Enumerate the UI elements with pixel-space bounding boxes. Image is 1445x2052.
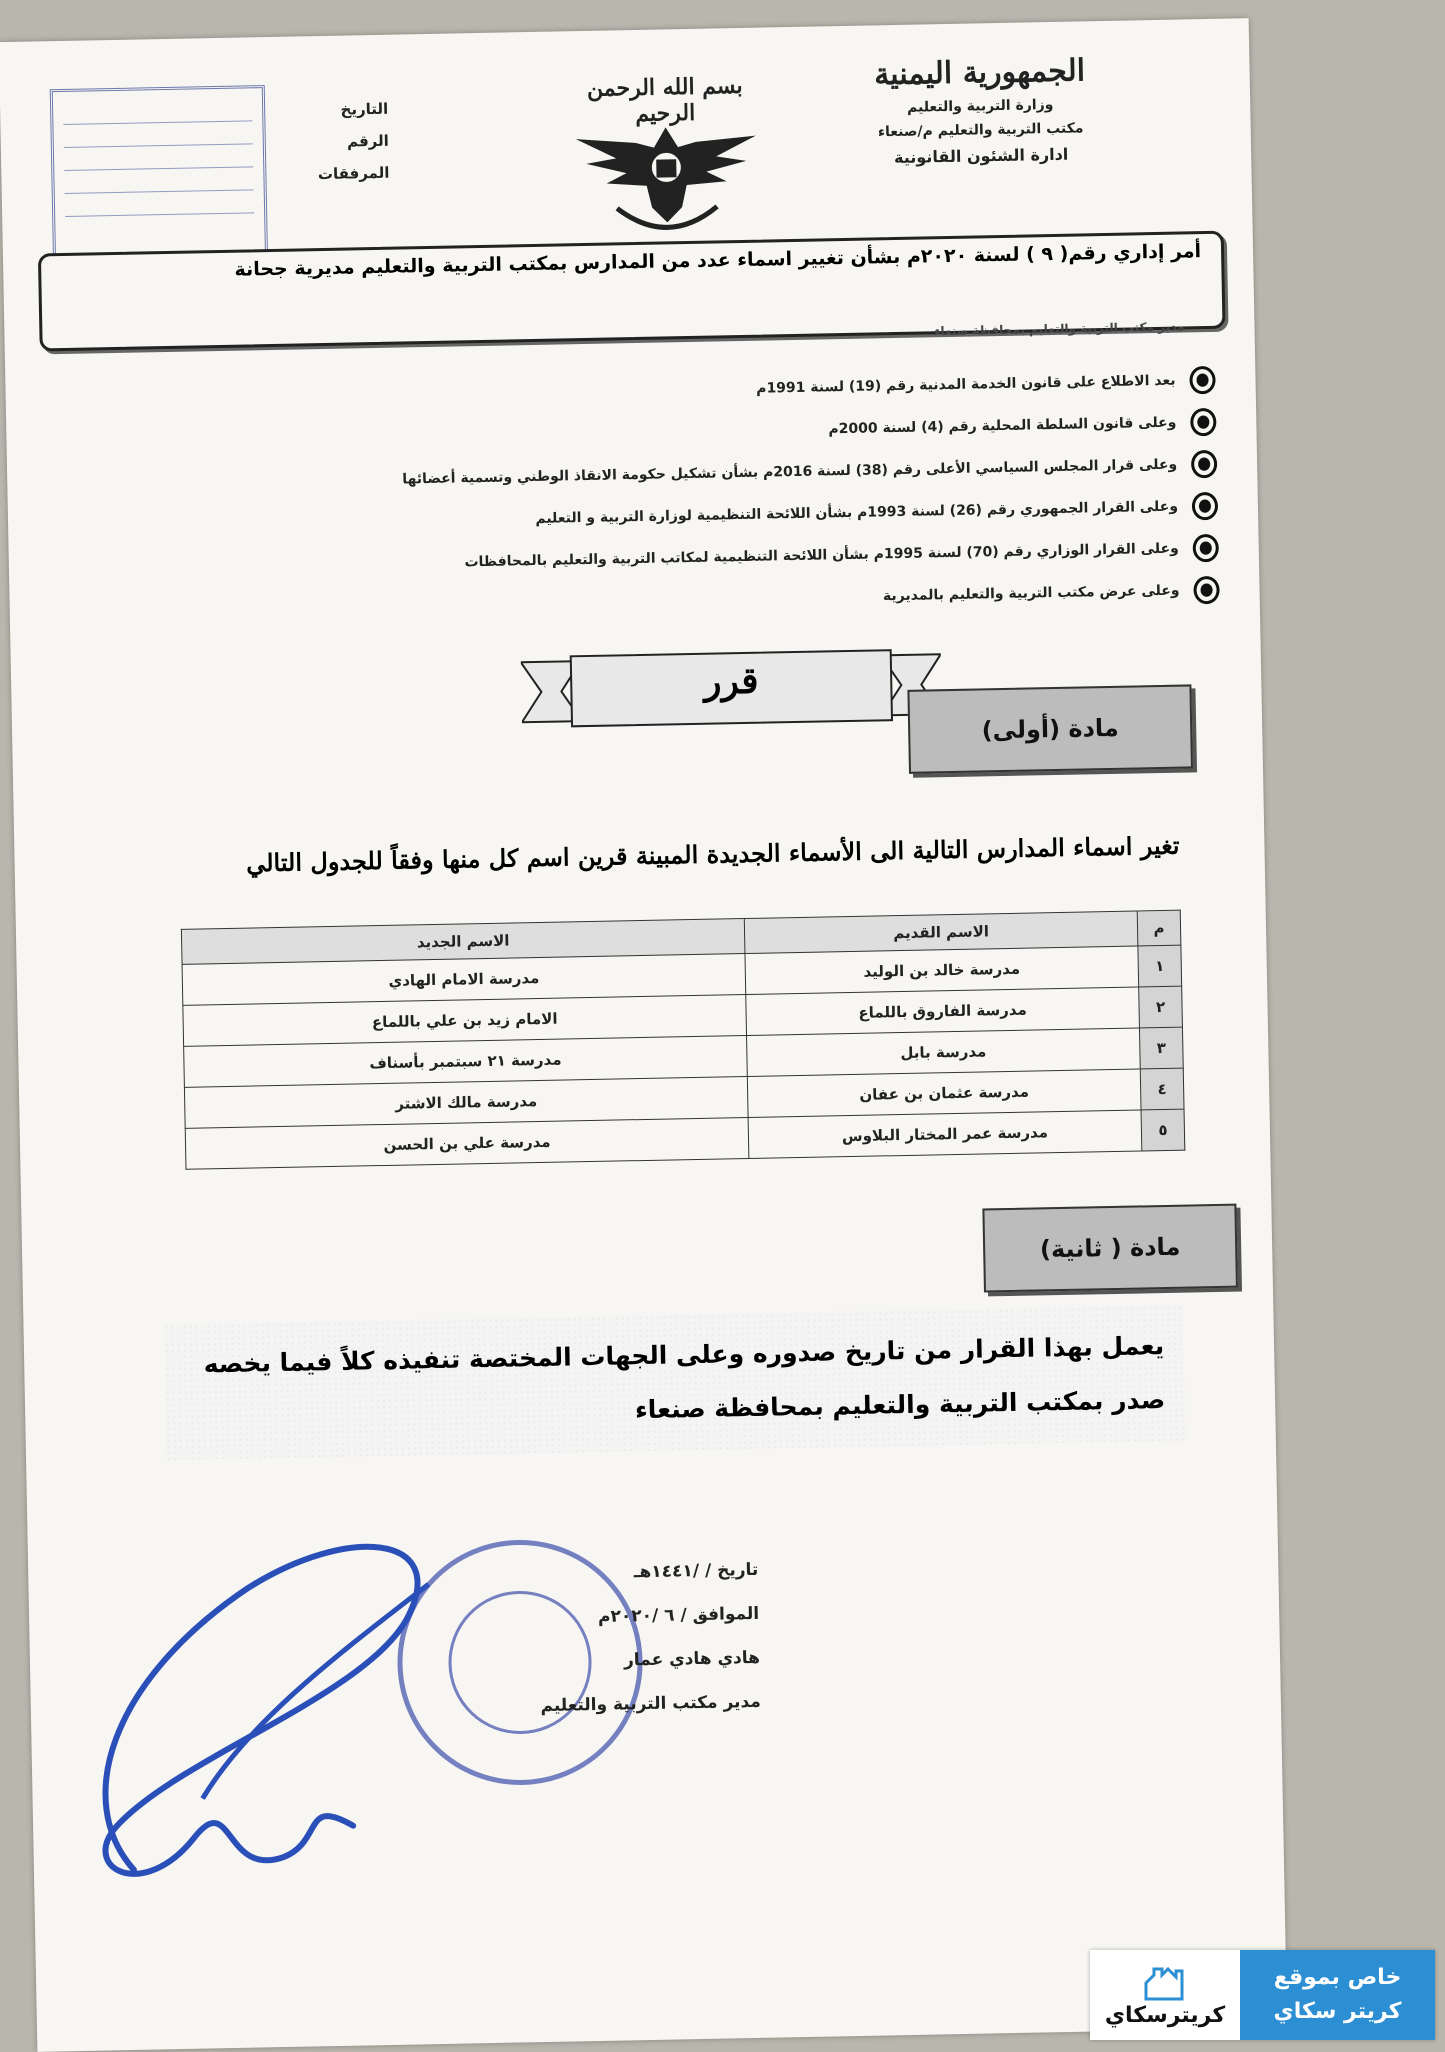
list-item: وعلى قانون السلطة المحلية رقم (4) لسنة 2000م [96,401,1217,464]
signature-block [498,1548,761,1729]
article-two-line-1: يعمل بهذا القرار من تاريخ صدوره وعلى الجهات المختصة تنفيذه كلاً فيما يخصه [203,1331,1165,1379]
list-item: وعلى عرض مكتب التربية والتعليم بالمديرية [99,569,1220,632]
yemen-eagle-emblem-icon [555,105,778,249]
watermark-brand: كريترسكاي [1104,2002,1226,2028]
office-name: مكتب التربية والتعليم م/صنعاء [877,120,1084,141]
document-page [0,18,1287,2052]
column-header-old: الاسم القديم [744,911,1138,954]
bullet-icon [1192,492,1219,520]
table-row: ٢ مدرسة الفاروق باللماع الامام زيد بن علي باللماع [183,986,1183,1046]
bullet-icon [1191,450,1218,478]
column-header-new: الاسم الجديد [181,919,745,965]
schools-rename-table [181,910,1185,1170]
table-row: ٣ مدرسة بابل مدرسة ٢١ سبتمبر بأسناف [184,1027,1184,1087]
column-header-num: م [1137,910,1181,946]
bullet-icon [1189,366,1216,394]
site-watermark [1090,1950,1435,2040]
list-item: وعلى قرار المجلس السياسي الأعلى رقم (38) لسنة 2016م بشأن تشكيل حكومة الانقاذ الوطني وتسمية أعضائها [97,443,1218,506]
gregorian-date: الموافق / ٦ /٢٠٢٠م [597,1603,760,1627]
bullet-icon [1193,576,1220,604]
date-label: التاريخ [340,99,389,119]
site-logo [1090,1950,1240,2040]
letterhead [829,52,1131,168]
list-item: بعد الاطلاع على قانون الخدمة المدنية رقم (19) لسنة 1991م [95,359,1216,422]
table-row: ٥ مدرسة عمر المختار البلاوس مدرسة علي بن الحسن [185,1109,1185,1169]
signer-name: هادي هادي عمار [623,1647,761,1671]
article-one-text: تغير اسماء المدارس التالية الى الأسماء الجديدة المبينة قرين اسم كل منها وفقاً للجدول التالي [245,830,1180,878]
building-logo-icon [1142,1963,1188,2003]
attachments-label: المرفقات [317,163,390,184]
article-one-label: مادة (أولى) [907,684,1193,773]
list-item: وعلى القرار الوزاري رقم (70) لسنة 1995م بشأن اللائحة التنظيمية لمكاتب التربية والتعليم بالمحافظات [99,527,1220,590]
hijri-date: تاريخ / /١٤٤١هـ [633,1559,759,1583]
signer-title: مدير مكتب التربية والتعليم [540,1691,762,1717]
decision-word: قرر [703,659,759,703]
article-two-line-2: صدر بمكتب التربية والتعليم بمحافظة صنعاء [634,1385,1166,1425]
bullet-icon [1192,534,1219,562]
table-row: ٤ مدرسة عثمان بن عفان مدرسة مالك الاشتر [184,1068,1184,1128]
department-name: ادارة الشئون القانونية [893,144,1069,168]
table-row: ١ مدرسة خالد بن الوليد مدرسة الامام الهادي [182,945,1182,1005]
ministry-name: وزارة التربية والتعليم [906,96,1054,116]
preamble-clauses [95,359,1220,632]
article-two-label: مادة ( ثانية) [982,1204,1238,1293]
order-issuer: مدير مكتب التربية والتعليم بمحافظة صنعاء [934,319,1185,339]
bullet-icon [1190,408,1217,436]
basmala: بسم الله الرحمن الرحيم [586,72,743,127]
list-item: وعلى القرار الجمهوري رقم (26) لسنة 1993م بشأن اللائحة التنظيمية لوزارة التربية و التعليم [98,485,1219,548]
article-two-text [163,1305,1185,1461]
received-stamp [50,85,268,259]
order-title: أمر إداري رقم( ٩ ) لسنة ٢٠٢٠م بشأن تغيير اسماء عدد من المدارس بمكتب التربية والتعليم مديرية جحانة [234,240,1202,281]
republic-name: الجمهورية اليمنية [873,53,1086,93]
watermark-text: خاص بموقع كريتر سكاي [1240,1950,1435,2040]
reference-labels [268,93,390,191]
number-label: الرقم [346,131,389,151]
